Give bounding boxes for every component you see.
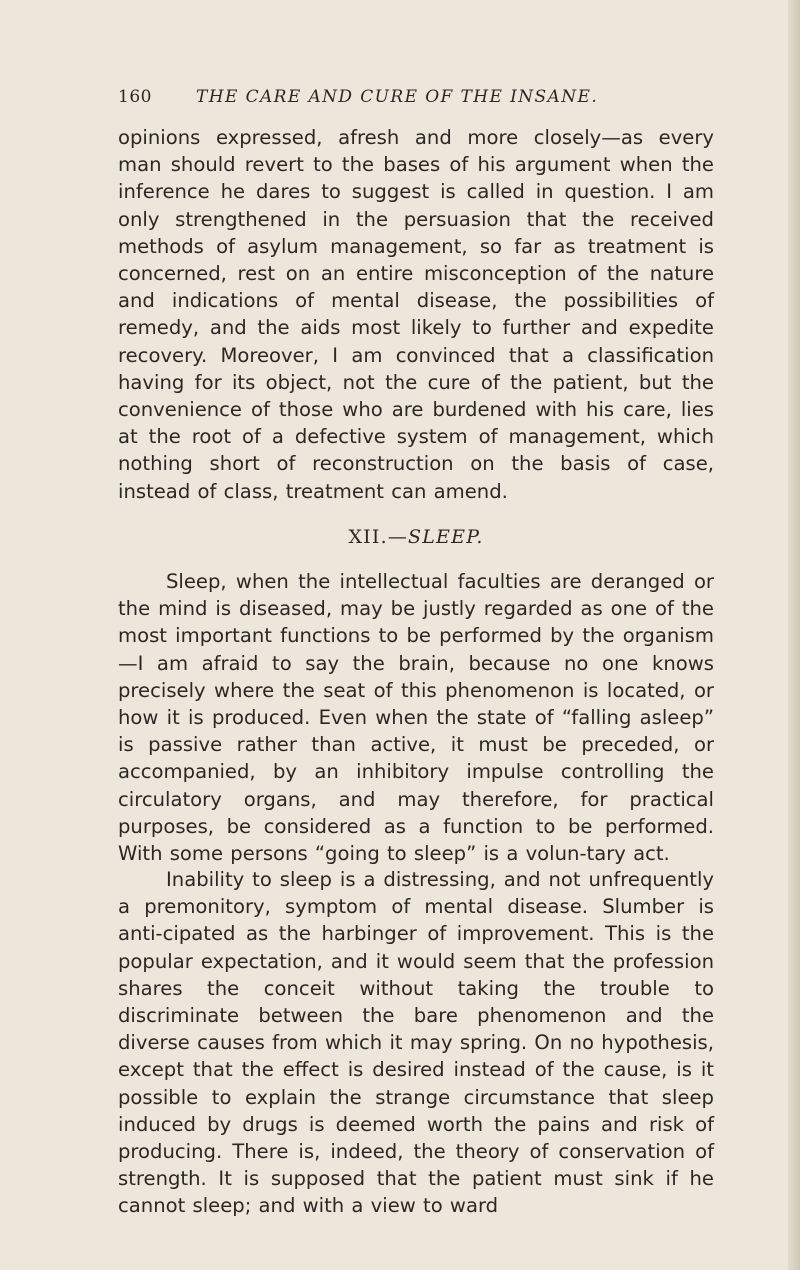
intro-paragraph-block — [118, 124, 714, 505]
running-head — [118, 86, 718, 112]
running-title: THE CARE AND CURE OF THE INSANE. — [196, 87, 599, 107]
intro-paragraph: opinions expressed, afresh and more closely—as every man should revert to the bases of his argument when the inference he dares to suggest is called in question. I am only strengthened in the persuasion that the received methods of asylum management, so far as treatment is concerned, rest on an entire misconception of the nature and indications of mental disease, the possibilities of remedy, and the aids most likely to further and expedite recovery. Moreover, I am convinced that a classification having for its object, not the cure of the patient, but the convenience of those who are burdened with his care, lies at the root of a defective system of management, which nothing short of reconstruction on the basis of case, instead of class, treatment can amend. — [118, 126, 714, 503]
sleep-paragraph-2: Inability to sleep is a distressing, and not unfrequently a premonitory, symptom of mental disease. Slumber is anti-cipated as the harbinger of improvement. This is the popular expectation, and it would seem that the profession shares the conceit without taking the trouble to discriminate between the bare phenomenon and the diverse causes from which it may spring. On no hypothesis, except that the effect is desired instead of the cause, is it possible to explain the strange circumstance that sleep induced by drugs is deemed worth the pains and risk of producing. There is, indeed, the theory of conservation of strength. It is supposed that the patient must sink if he cannot sleep; and with a view to ward — [118, 868, 714, 1218]
sleep-paragraph-1-block — [118, 568, 714, 867]
sleep-paragraph-1: Sleep, when the intellectual faculties are deranged or the mind is diseased, may be justly regarded as one of the most important functions to be performed by the organism—I am afraid to say the brain, because no one knows precisely where the seat of this phenomenon is located, or how it is produced. Even when the state of “falling asleep” is passive rather than active, it must be preceded, or accompanied, by an inhibitory impulse controlling the circulatory organs, and may therefore, for practical purposes, be considered as a function to be performed. With some persons “going to sleep” is a volun-tary act. — [118, 570, 714, 866]
section-number: XII.— — [348, 526, 409, 548]
page-edge-shadow — [788, 0, 800, 1270]
page-number: 160 — [118, 87, 152, 107]
section-title: SLEEP. — [408, 526, 484, 548]
sleep-paragraph-2-block — [118, 866, 714, 1220]
section-heading — [118, 526, 714, 556]
